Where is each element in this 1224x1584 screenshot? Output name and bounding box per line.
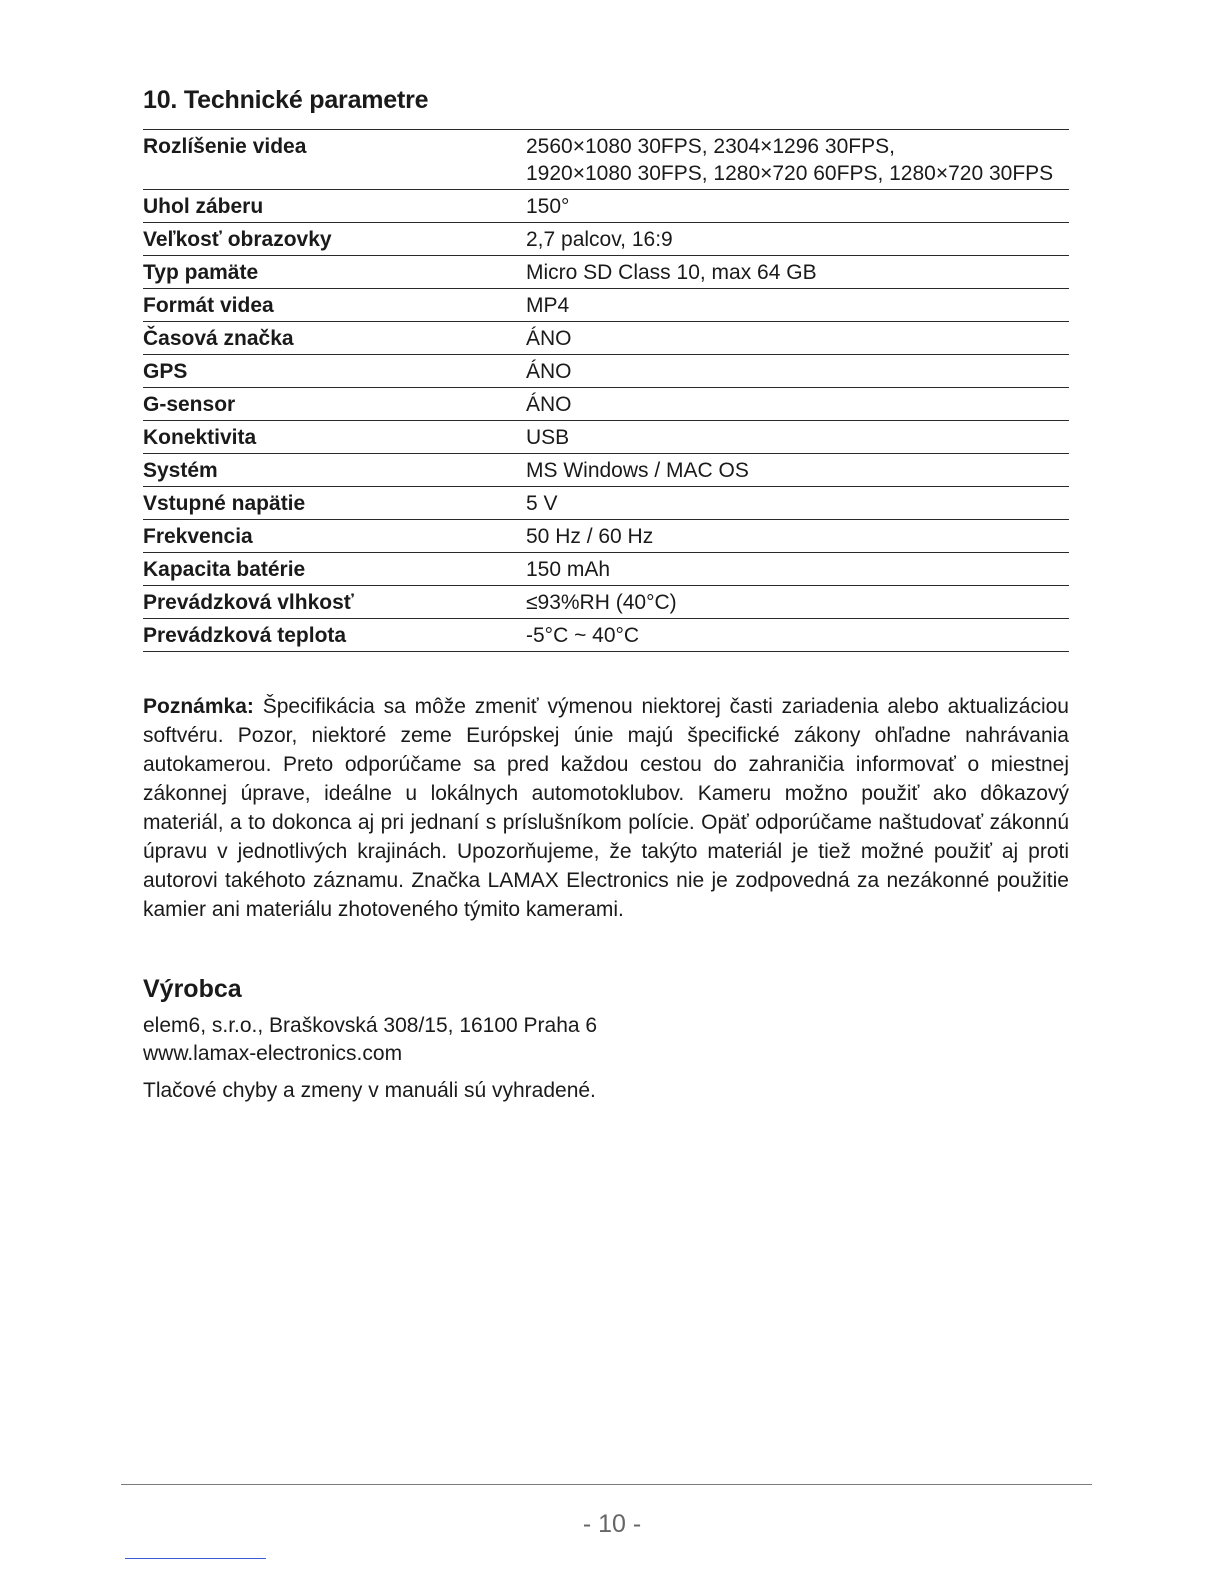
section-heading: 10. Technické parametre <box>143 86 429 114</box>
spec-value: ÁNO <box>526 322 1069 355</box>
spec-value: USB <box>526 421 1069 454</box>
spec-label: Formát videa <box>143 289 526 322</box>
spec-label: Prevádzková vlhkosť <box>143 586 526 619</box>
spec-value: 50 Hz / 60 Hz <box>526 520 1069 553</box>
spec-value: 2560×1080 30FPS, 2304×1296 30FPS, 1920×1080 30FPS, 1280×720 60FPS, 1280×720 30FPS <box>526 130 1069 190</box>
footer-link-underline <box>125 1558 266 1559</box>
note-text: Špecifikácia sa môže zmeniť výmenou niektorej časti zariadenia alebo aktualizáciou softvéru. Pozor, niektoré zeme Európskej únie majú špecifické zákony ohľadne nahrávania autokamerou. Preto odporúčame sa pred každou cestou do zahraničia informovať o miestnej zákonnej úprave, ideálne u lokálnych automotoklubov. Kameru možno použiť ako dôkazový materiál, a to dokonca aj pri jednaní s príslušníkom polície. Opäť odporúčame naštudovať zákonnú úpravu v jednotlivých krajinách. Upozorňujeme, že takýto materiál je tiež možné použiť aj proti autorovi takéhoto záznamu. Značka LAMAX Electronics nie je zodpovedná za nezákonné použitie kamier ani materiálu zhotoveného týmito kamerami. <box>143 695 1069 921</box>
table-row <box>143 130 1069 190</box>
disclaimer-text: Tlačové chyby a zmeny v manuáli sú vyhradené. <box>143 1079 596 1102</box>
spec-value: ÁNO <box>526 355 1069 388</box>
spec-value: -5°C ~ 40°C <box>526 619 1069 652</box>
spec-label: Konektivita <box>143 421 526 454</box>
table-row <box>143 586 1069 619</box>
table-row <box>143 553 1069 586</box>
spec-label: Prevádzková teplota <box>143 619 526 652</box>
table-row <box>143 355 1069 388</box>
footer-divider <box>121 1484 1092 1485</box>
table-row <box>143 454 1069 487</box>
spec-value: 150 mAh <box>526 553 1069 586</box>
manufacturer-title: Výrobca <box>143 975 242 1003</box>
spec-label: Vstupné napätie <box>143 487 526 520</box>
table-row <box>143 289 1069 322</box>
table-row <box>143 388 1069 421</box>
spec-label: Frekvencia <box>143 520 526 553</box>
table-row <box>143 520 1069 553</box>
table-row <box>143 322 1069 355</box>
spec-label: G-sensor <box>143 388 526 421</box>
spec-label: GPS <box>143 355 526 388</box>
table-row <box>143 421 1069 454</box>
spec-label: Rozlíšenie videa <box>143 130 526 190</box>
spec-label: Kapacita batérie <box>143 553 526 586</box>
page-number: - 10 - <box>582 1510 642 1538</box>
spec-table <box>143 129 1069 652</box>
manufacturer-address: elem6, s.r.o., Braškovská 308/15, 16100 Praha 6 <box>143 1014 598 1037</box>
spec-label: Typ pamäte <box>143 256 526 289</box>
note-label: Poznámka: <box>143 695 254 718</box>
table-row <box>143 487 1069 520</box>
spec-value: 150° <box>526 190 1069 223</box>
spec-value: 2,7 palcov, 16:9 <box>526 223 1069 256</box>
spec-value: MS Windows / MAC OS <box>526 454 1069 487</box>
spec-value: MP4 <box>526 289 1069 322</box>
spec-value: Micro SD Class 10, max 64 GB <box>526 256 1069 289</box>
spec-value: 5 V <box>526 487 1069 520</box>
spec-value: ≤93%RH (40°C) <box>526 586 1069 619</box>
table-row <box>143 619 1069 652</box>
table-row <box>143 190 1069 223</box>
spec-label: Veľkosť obrazovky <box>143 223 526 256</box>
spec-label: Časová značka <box>143 322 526 355</box>
spec-value: ÁNO <box>526 388 1069 421</box>
manufacturer-website: www.lamax-electronics.com <box>143 1042 403 1065</box>
note-paragraph <box>143 692 1069 924</box>
spec-label: Systém <box>143 454 526 487</box>
table-row <box>143 256 1069 289</box>
table-row <box>143 223 1069 256</box>
spec-label: Uhol záberu <box>143 190 526 223</box>
